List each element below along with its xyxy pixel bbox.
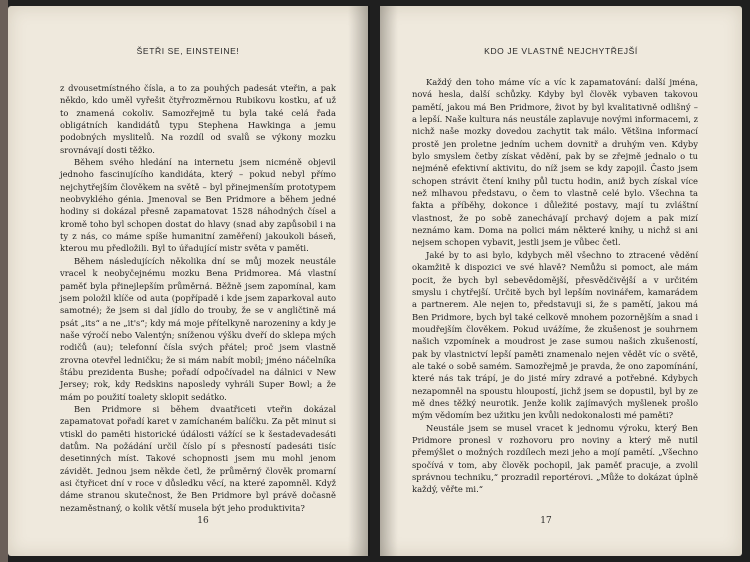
page-number-right: 17 — [540, 516, 552, 526]
page-number-left: 16 — [197, 516, 209, 526]
running-head-right: KDO JE VLASTNĚ NEJCHYTŘEJŠÍ — [484, 46, 638, 56]
left-page-body — [60, 82, 336, 514]
paragraph: z dvousetmístného čísla, a to za pouhých padesát vteřin, a pak někdo, kdo uměl vyřešit čtyřrozměrnou Rubikovu kostku, ať už to znamená cokoliv. Samozřejmě tu byla také celá řada obligátních kandidátů typu Stephena Hawkinga a jemu podobných myslitelů. Na rozdíl od svalů se výkony mozku srovnávají dosti těžko. — [60, 83, 336, 155]
paragraph: Během následujících několika dní se můj mozek neustále vracel k neobyčejnému mozku Bena Pridmorea. Má vlastní paměť byla přinejlepším průměrná. Běžně jsem zapomínal, kam jsem položil klíče od auta (popřípadě i kde jsem zaparkoval auto samotné); že jsem si dal jídlo do trouby, že se v angličtině má psát „its“ a ne „it's“; kdy má moje přítelkyně narozeniny a kdy je naše výročí nebo Valentýn; sníženou výšku dveří do sklepa mých rodičů (au); telefonní čísla svých přátel; proč jsem vlastně zrovna otevřel ledničku; že si mám nabít mobil; jméno náčelníka štábu prezidenta Bushe; pořadí odpočívadel na dálnici v New Jersey; rok, kdy Redskins naposledy vyhráli Super Bowl; a že mám po použití toalety sklopit sedátko. — [60, 255, 336, 402]
left-page — [8, 6, 368, 556]
paragraph: Každý den toho máme víc a víc k zapamatování: další jména, nová hesla, další schůzky. Kdyby byl člověk vybaven takovou pamětí, jakou má Ben Pridmore, život by byl kvalitativně odlišný – a lepší. Naše kultura nás neustále zaplavuje novými informacemi, z nichž naše mozky dovedou zachytit tak málo. Většina informací prostě jen proletne jedním uchem dovnitř a druhým ven. Kdyby bylo smyslem četby získat vědění, pak by se zřejmě jednalo o tu nejméně efektivní aktivitu, do níž jsem se kdy zapojil. Často jsem schopen strávit čtení knihy půl tuctu hodin, aniž bych získal více než mlhavou představu, o čem to vlastně celé bylo. Všechna ta fakta a příběhy, dokonce i důležité postavy, mají tu zvláštní vlastnost, že po sobě zanechávají prchavý dojem a pak mizí neznámo kam. Doma na polici mám některé knihy, u nichž si ani nejsem schopen vybavit, jestli jsem je vůbec četl. — [412, 77, 698, 248]
gutter-shadow — [380, 6, 398, 556]
paragraph: Jaké by to asi bylo, kdybych měl všechno to ztracené vědění okamžitě k dispozici ve své hlavě? Nemůžu si pomoct, ale mám pocit, že bych byl sebevědomější, přesvědčivější a v určitém smyslu i chytřejší. Určitě bych byl lepším novinářem, kamarádem a partnerem. Ale nejen to, představuji si, že s pamětí, jakou má Ben Pridmore, bych byl také celkově mnohem pozornějším a snad i moudřejším člověkem. Pokud uvážíme, že zkušenost je souhrnem našich vzpomínek a moudrost je zase sumou našich zkušeností, pak by vlastnictví lepší paměti znamenalo nejen vědět víc o světě, ale také o sobě samém. Samozřejmě je pravda, že ono zapomínání, které nás tak trápí, je do jisté míry zdravé a potřebné. Kdybych nezapomněl na spoustu hloupostí, jichž jsem se dopustil, byl by ze mě dnes těžký neurotik. Jenže kolik zajímavých myšlenek prošlo mým vědomím bez užitku jen kvůli nedokonalosti mé paměti? — [412, 249, 698, 421]
right-page — [380, 6, 742, 556]
running-head-left: ŠETŘI SE, EINSTEINE! — [136, 46, 240, 56]
scan-edge — [0, 0, 8, 562]
paragraph: Během svého hledání na internetu jsem nicméně objevil jednoho fascinujícího kandidáta, který – pokud nebyl přímo nejchytřejším člověkem na světě – byl přinejmenším prototypem neobvyklého génia. Jmenoval se Ben Pridmore a během jedné hodiny si dokázal přesně zapamatovat 1528 náhodných čísel a kromě toho byl schopen dostat do hlavy (snad aby zapůsobil i na ty z nás, co máme spíše humanitní zaměření) jakoukoli báseň, kterou mu předložili. Byl to úřadující mistr světa v paměti. — [60, 157, 336, 254]
gutter-shadow — [348, 6, 370, 556]
paragraph: Ben Pridmore si během dvaatřiceti vteřin dokázal zapamatovat pořadí karet v zamíchaném balíčku. Za pět minut si vtiskl do paměti historické údálosti vážící se k šestadevadesáti datům. Na požádání určil číslo pí s přesností padesáti tisíc desetinných míst. Takové schopnosti jsem mu mohl jenom závidět. Jednou jsem někde četl, že průměrný člověk promarní asi čtyřicet dní v roce v důsledku věcí, na které zapomněl. Když dáme stranou skutečnost, že Ben Pridmore byl právě dočasně nezaměstnaný, o kolik větší musela být jeho produktivita? — [60, 403, 336, 513]
right-page-body — [412, 76, 698, 496]
paragraph: Neustále jsem se musel vracet k jednomu výroku, který Ben Pridmore pronesl v rozhovoru pro noviny a který mě nutil přemýšlet o možných rozdílech mezi jeho a mojí pamětí. „Všechno spočívá v tom, aby člověk pochopil, jak paměť pracuje, a zvolil správnou techniku,“ prozradil reportérovi. „Může to dokázat úplně každý, věřte mi.“ — [412, 422, 698, 495]
